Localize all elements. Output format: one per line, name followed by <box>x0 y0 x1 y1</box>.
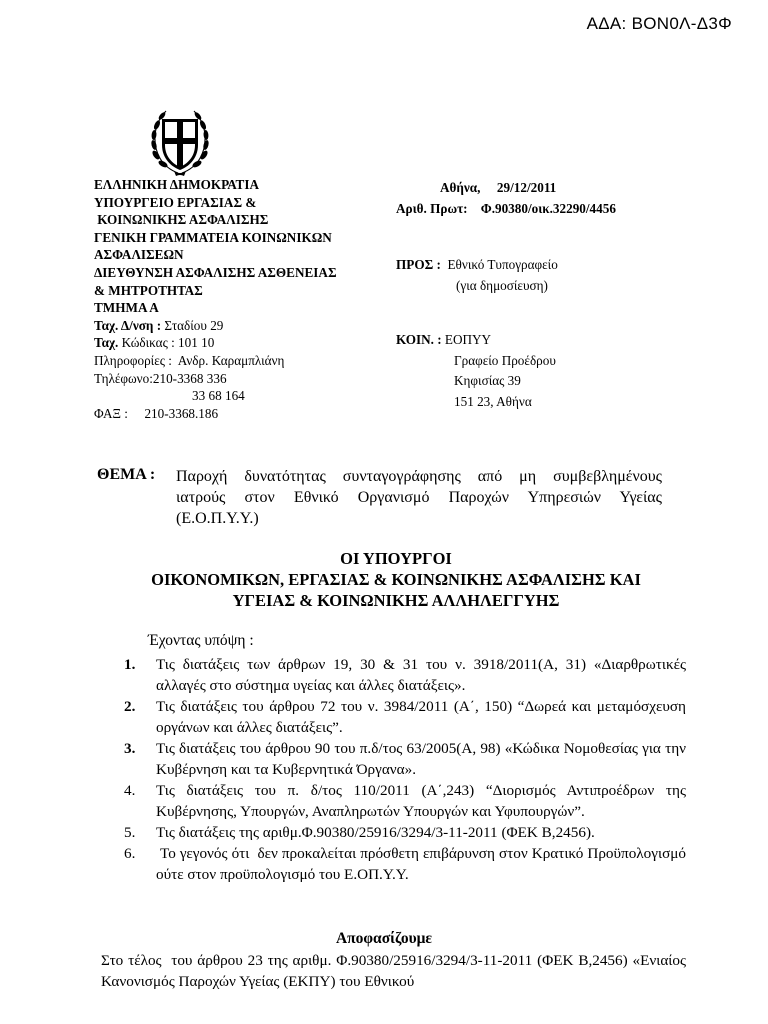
recipient-label: ΠΡΟΣ : <box>396 257 441 272</box>
subject-text <box>176 466 662 529</box>
list-item <box>124 738 686 780</box>
sender-line: ΑΣΦΑΛΙΣΕΩΝ <box>94 247 184 263</box>
recipient-line: (για δημοσίευση) <box>456 277 548 293</box>
cc-line: Κηφισίας 39 <box>454 373 521 388</box>
list-item <box>124 780 686 822</box>
postcode-value: Κώδικας : 101 10 <box>118 335 215 351</box>
sender-line: ΥΠΟΥΡΓΕΙΟ ΕΡΓΑΣΙΑΣ & <box>94 194 257 210</box>
sender-block <box>94 176 337 422</box>
sender-line: & ΜΗΤΡΟΤΗΤΑΣ <box>94 282 203 298</box>
date-line: Αθήνα, 29/12/2011 <box>440 180 557 195</box>
sender-line: ΚΟΙΝΩΝΙΚΗΣ ΑΣΦΑΛΙΣΗΣ <box>94 212 269 228</box>
date-protocol-block <box>396 178 616 219</box>
info-line: Πληροφορίες : Ανδρ. Καραμπλιάνη <box>94 352 285 368</box>
decision-paragraph: Στο τέλος του άρθρου 23 της αριθμ. Φ.90380/25916/3294/3-11-2011 (ΦΕΚ Β,2456) «Ενιαίος Κανονισμός Παροχών Υγείας (ΕΚΠΥ) του Εθνικού <box>101 952 690 990</box>
address-label: Ταχ. Δ/νση : <box>94 317 162 333</box>
protocol-line: Αριθ. Πρωτ: Φ.90380/οικ.32290/4456 <box>396 200 616 216</box>
sender-line: ΕΛΛΗΝΙΚΗ ΔΗΜΟΚΡΑΤΙΑ <box>94 177 259 192</box>
address-line <box>94 317 337 335</box>
heading-line: ΥΓΕΙΑΣ & ΚΟΙΝΩΝΙΚΗΣ ΑΛΛΗΛΕΓΓΥΗΣ <box>232 591 560 610</box>
decision-heading: Αποφασίζουμε <box>335 930 433 947</box>
sender-line: ΔΙΕΥΘΥΝΣΗ ΑΣΦΑΛΙΣΗΣ ΑΣΘΕΝΕΙΑΣ <box>94 264 337 280</box>
item-number: 4. <box>124 782 136 799</box>
list-item <box>124 822 686 843</box>
item-number: 5. <box>124 824 136 841</box>
subject-line: Παροχή δυνατότητας συνταγογράφησης από μη συμβεβλημένους <box>176 468 662 485</box>
cc-line: 151 23, Αθήνα <box>454 393 532 409</box>
item-number: 6. <box>124 845 136 862</box>
sender-line: ΓΕΝΙΚΗ ΓΡΑΜΜΑΤΕΙΑ ΚΟΙΝΩΝΙΚΩΝ <box>94 229 332 245</box>
item-text: Το γεγονός ότι δεν προκαλείται πρόσθετη επιβάρυνση στον Κρατικό Προϋπολογισμό ούτε στον προϋπολογισμό του Ε.ΟΠ.Υ.Υ. <box>156 845 690 883</box>
fax-line: ΦΑΞ : 210-3368.186 <box>94 405 219 421</box>
postcode-label: Ταχ. <box>94 335 119 351</box>
cc-label: ΚΟΙΝ. : <box>396 332 442 347</box>
recipient-line: Εθνικό Τυπογραφείο <box>447 257 558 272</box>
subject-line: ιατρούς στον Εθνικό Οργανισμό Παροχών Υπηρεσιών Υγείας <box>176 489 662 506</box>
cc-line: Γραφείο Προέδρου <box>454 352 556 368</box>
subject-label: ΘΕΜΑ : <box>97 466 156 483</box>
ministers-heading <box>60 548 732 611</box>
item-text: Τις διατάξεις της αριθμ.Φ.90380/25916/3294/3-11-2011 (ΦΕΚ Β,2456). <box>156 824 595 841</box>
cc-line: ΕΟΠΥΥ <box>444 332 492 347</box>
heading-line: ΟΙΚΟΝΟΜΙΚΩΝ, ΕΡΓΑΣΙΑΣ & ΚΟΙΝΩΝΙΚΗΣ ΑΣΦΑΛΙΣΗΣ ΚΑΙ <box>151 570 641 589</box>
address-value: Σταδίου 29 <box>161 317 224 333</box>
list-item <box>124 654 686 696</box>
item-number: 3. <box>124 740 136 757</box>
list-item <box>124 696 686 738</box>
item-text: Τις διατάξεις του άρθρου 72 του ν. 3984/2011 (Α΄, 150) “Δωρεά και μεταμόσχευση οργάνων και άλλες διατάξεις”. <box>156 698 686 736</box>
sender-line: ΤΜΗΜΑ Α <box>94 300 159 316</box>
item-text: Τις διατάξεις του άρθρου 90 του π.δ/τος 63/2005(Α, 98) «Κώδικα Νομοθεσίας για την Κυβέρνηση και τα Κυβερνητικά Όργανα». <box>156 740 686 778</box>
heading-line: ΟΙ ΥΠΟΥΡΓΟΙ <box>340 549 452 568</box>
postcode-line <box>94 334 337 352</box>
subject-line: (Ε.Ο.Π.Υ.Υ.) <box>176 510 259 527</box>
ada-code: ΑΔΑ: ΒΟΝ0Λ-Δ3Φ <box>586 14 732 33</box>
item-text: Τις διατάξεις του π. δ/τος 110/2011 (Α΄,243) “Διορισμός Αντιπροέδρων της Κυβέρνησης, Υπουργών, Αναπληρωτών Υπουργών και Υφυπουργών”. <box>156 782 686 820</box>
item-number: 1. <box>124 656 136 673</box>
list-item <box>124 843 690 885</box>
recipient-block <box>396 255 558 296</box>
cc-block <box>396 330 556 412</box>
item-text: Τις διατάξεις των άρθρων 19, 30 & 31 του ν. 3918/2011(Α, 31) «Διαρθρωτικές αλλαγές στο σύστημα υγείας και άλλες διατάξεις». <box>156 656 686 694</box>
considerations-list <box>124 654 690 885</box>
considering-intro: Έχοντας υπόψη : <box>148 632 254 649</box>
coat-of-arms-emblem <box>148 105 212 177</box>
phone-line: Τηλέφωνο:210-3368 336 <box>94 370 227 386</box>
phone-line-2: 33 68 164 <box>192 388 245 404</box>
item-number: 2. <box>124 698 136 715</box>
